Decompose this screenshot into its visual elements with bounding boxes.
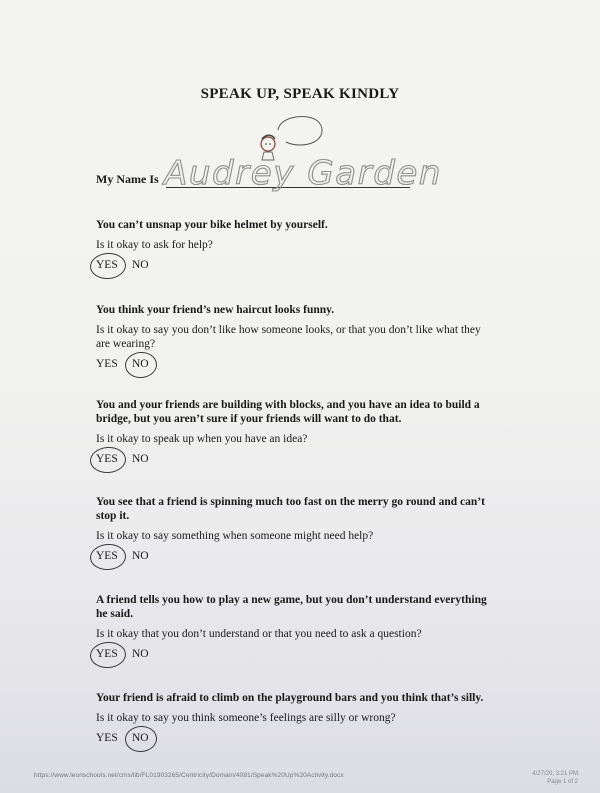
name-label: My Name Is — [96, 172, 159, 186]
question-prompt: You see that a friend is spinning much too fast on the merry go round and can’t stop it. — [96, 496, 485, 522]
question-block — [96, 691, 496, 747]
question-text: Is it okay to say something when someone might need help? — [96, 530, 374, 542]
question-block — [96, 593, 496, 663]
handwritten-name-text: Audrey Garden — [161, 153, 442, 192]
no-option[interactable]: NO — [132, 453, 149, 465]
answer-circle-mark — [89, 252, 127, 280]
no-option[interactable]: NO — [132, 358, 149, 370]
answer-options — [96, 731, 496, 747]
footer-page-number: Page 1 of 2 — [547, 779, 578, 785]
question-text: Is it okay to ask for help? — [96, 239, 213, 251]
footer-url: https://www.leonschools.net/cms/lib/FL01903265/Centricity/Domain/4081/Speak%20Up%20Activity.docx — [34, 772, 344, 779]
answer-options — [96, 258, 496, 274]
question-block — [96, 398, 496, 468]
yes-option[interactable]: YES — [96, 648, 118, 660]
no-option[interactable]: NO — [132, 259, 149, 271]
footer-date — [532, 770, 578, 786]
answer-options — [96, 549, 496, 565]
no-option[interactable]: NO — [132, 648, 149, 660]
question-prompt: You can’t unsnap your bike helmet by yourself. — [96, 219, 328, 231]
no-option[interactable]: NO — [132, 550, 149, 562]
question-text: Is it okay to say you don’t like how someone looks, or that you don’t like what they are wearing? — [96, 324, 481, 350]
page-title: SPEAK UP, SPEAK KINDLY — [200, 86, 400, 102]
question-block — [96, 495, 496, 565]
question-text: Is it okay to say you think someone’s feelings are silly or wrong? — [96, 712, 396, 724]
yes-option[interactable]: YES — [96, 259, 118, 271]
footer-timestamp: 4/27/20, 3:21 PM — [532, 771, 578, 777]
answer-options — [96, 647, 496, 663]
answer-circle-mark — [89, 641, 127, 669]
answer-options — [96, 357, 496, 373]
yes-option[interactable]: YES — [96, 453, 118, 465]
yes-option[interactable]: YES — [96, 550, 118, 562]
question-prompt: A friend tells you how to play a new game, but you don’t understand everything he said. — [96, 594, 487, 620]
yes-option[interactable]: YES — [96, 358, 118, 370]
answer-circle-mark — [124, 351, 158, 379]
question-text: Is it okay that you don’t understand or that you need to ask a question? — [96, 628, 422, 640]
answer-circle-mark — [89, 543, 127, 571]
question-prompt: Your friend is afraid to climb on the playground bars and you think that’s silly. — [96, 692, 484, 704]
question-prompt: You think your friend’s new haircut looks funny. — [96, 304, 335, 316]
question-prompt: You and your friends are building with blocks, and you have an idea to build a bridge, but you aren’t sure if your friends will want to do that. — [96, 399, 480, 425]
answer-circle-mark — [124, 725, 158, 753]
yes-option[interactable]: YES — [96, 732, 118, 744]
answer-options — [96, 452, 496, 468]
question-block — [96, 303, 496, 373]
question-block — [96, 218, 496, 274]
question-text: Is it okay to speak up when you have an idea? — [96, 433, 308, 445]
no-option[interactable]: NO — [132, 732, 149, 744]
answer-circle-mark — [89, 446, 127, 474]
handwritten-name — [160, 140, 450, 200]
